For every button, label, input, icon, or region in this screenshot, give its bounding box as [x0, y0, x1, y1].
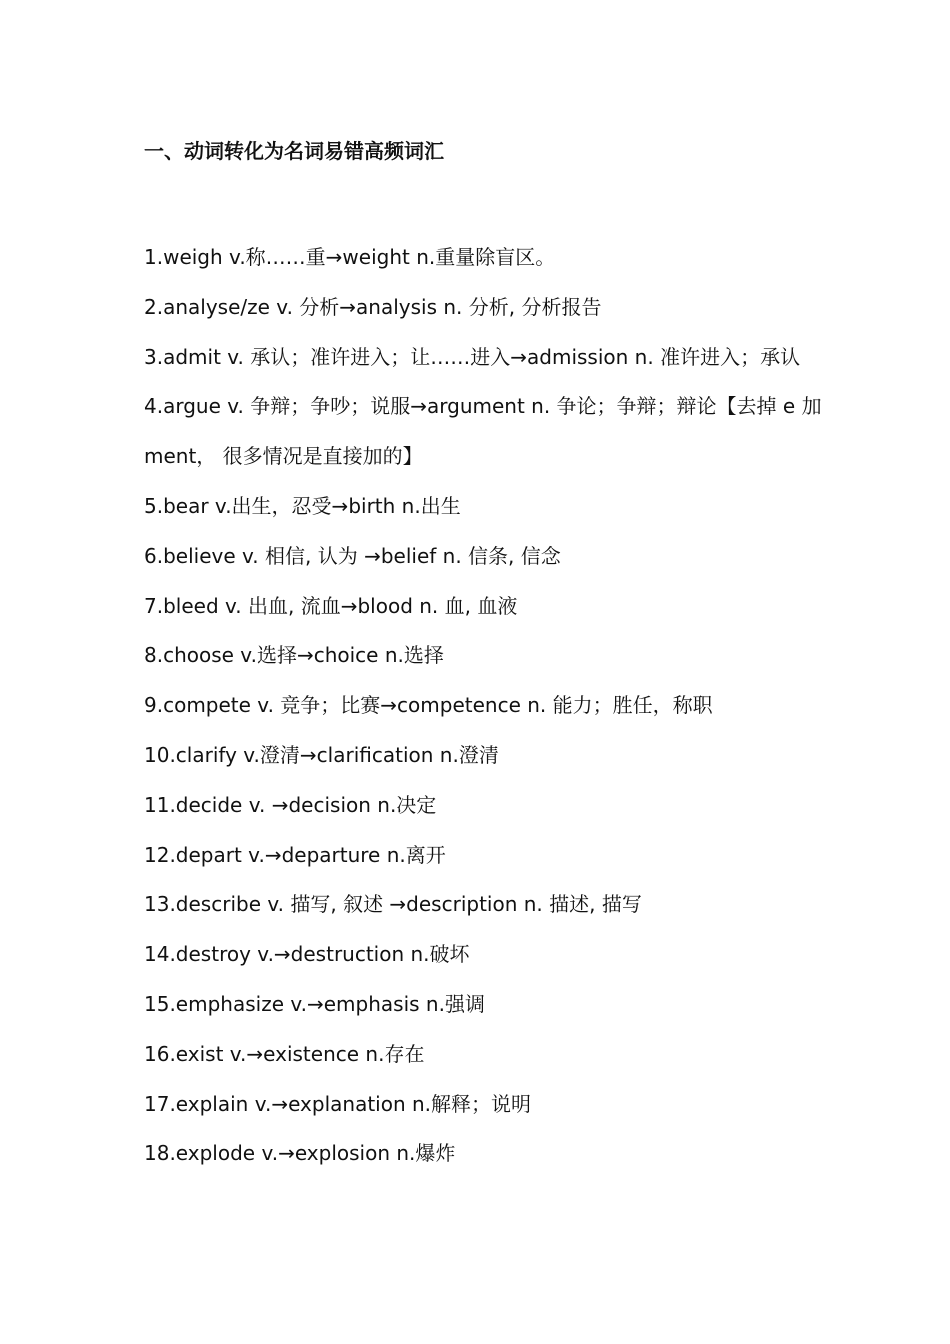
list-item: 9.compete v. 竞争；比赛→competence n. 能力；胜任，称职	[144, 693, 713, 718]
list-item: 7.bleed v. 出血, 流血→blood n. 血, 血液	[144, 593, 518, 618]
list-item: 4.argue v. 争辩；争吵；说服→argument n. 争论；争辩；辩论【去掉 e 加 ment， 很多情况是直接加的】	[144, 394, 822, 469]
list-item: 16.exist v.→existence n.存在	[144, 1041, 425, 1066]
list-item: 10.clarify v.澄清→clarification n.澄清	[144, 742, 499, 767]
section-heading: 一、动词转化为名词易错高频词汇	[144, 139, 444, 163]
list-item: 18.explode v.→explosion n.爆炸	[144, 1141, 456, 1166]
vocabulary-list	[144, 233, 824, 1179]
list-item: 13.describe v. 描写, 叙述 →description n. 描述, 描写	[144, 892, 642, 917]
list-item: 1.weigh v.称……重→weight n.重量除盲区。	[144, 245, 556, 269]
list-item: 17.explain v.→explanation n.解释；说明	[144, 1091, 532, 1116]
list-item: 12.depart v.→departure n.离开	[144, 842, 446, 867]
list-item: 11.decide v. →decision n.决定	[144, 792, 437, 817]
list-item: 5.bear v.出生，忍受→birth n.出生	[144, 493, 461, 518]
list-item: 14.destroy v.→destruction n.破坏	[144, 942, 470, 967]
list-item: 6.believe v. 相信, 认为 →belief n. 信条, 信念	[144, 543, 561, 568]
list-item: 8.choose v.选择→choice n.选择	[144, 643, 444, 668]
list-item: 3.admit v. 承认；准许进入；让……进入→admission n. 准许进入；承认	[144, 344, 801, 369]
list-item: 2.analyse/ze v. 分析→analysis n. 分析, 分析报告	[144, 294, 602, 319]
list-item: 15.emphasize v.→emphasis n.强调	[144, 991, 485, 1016]
